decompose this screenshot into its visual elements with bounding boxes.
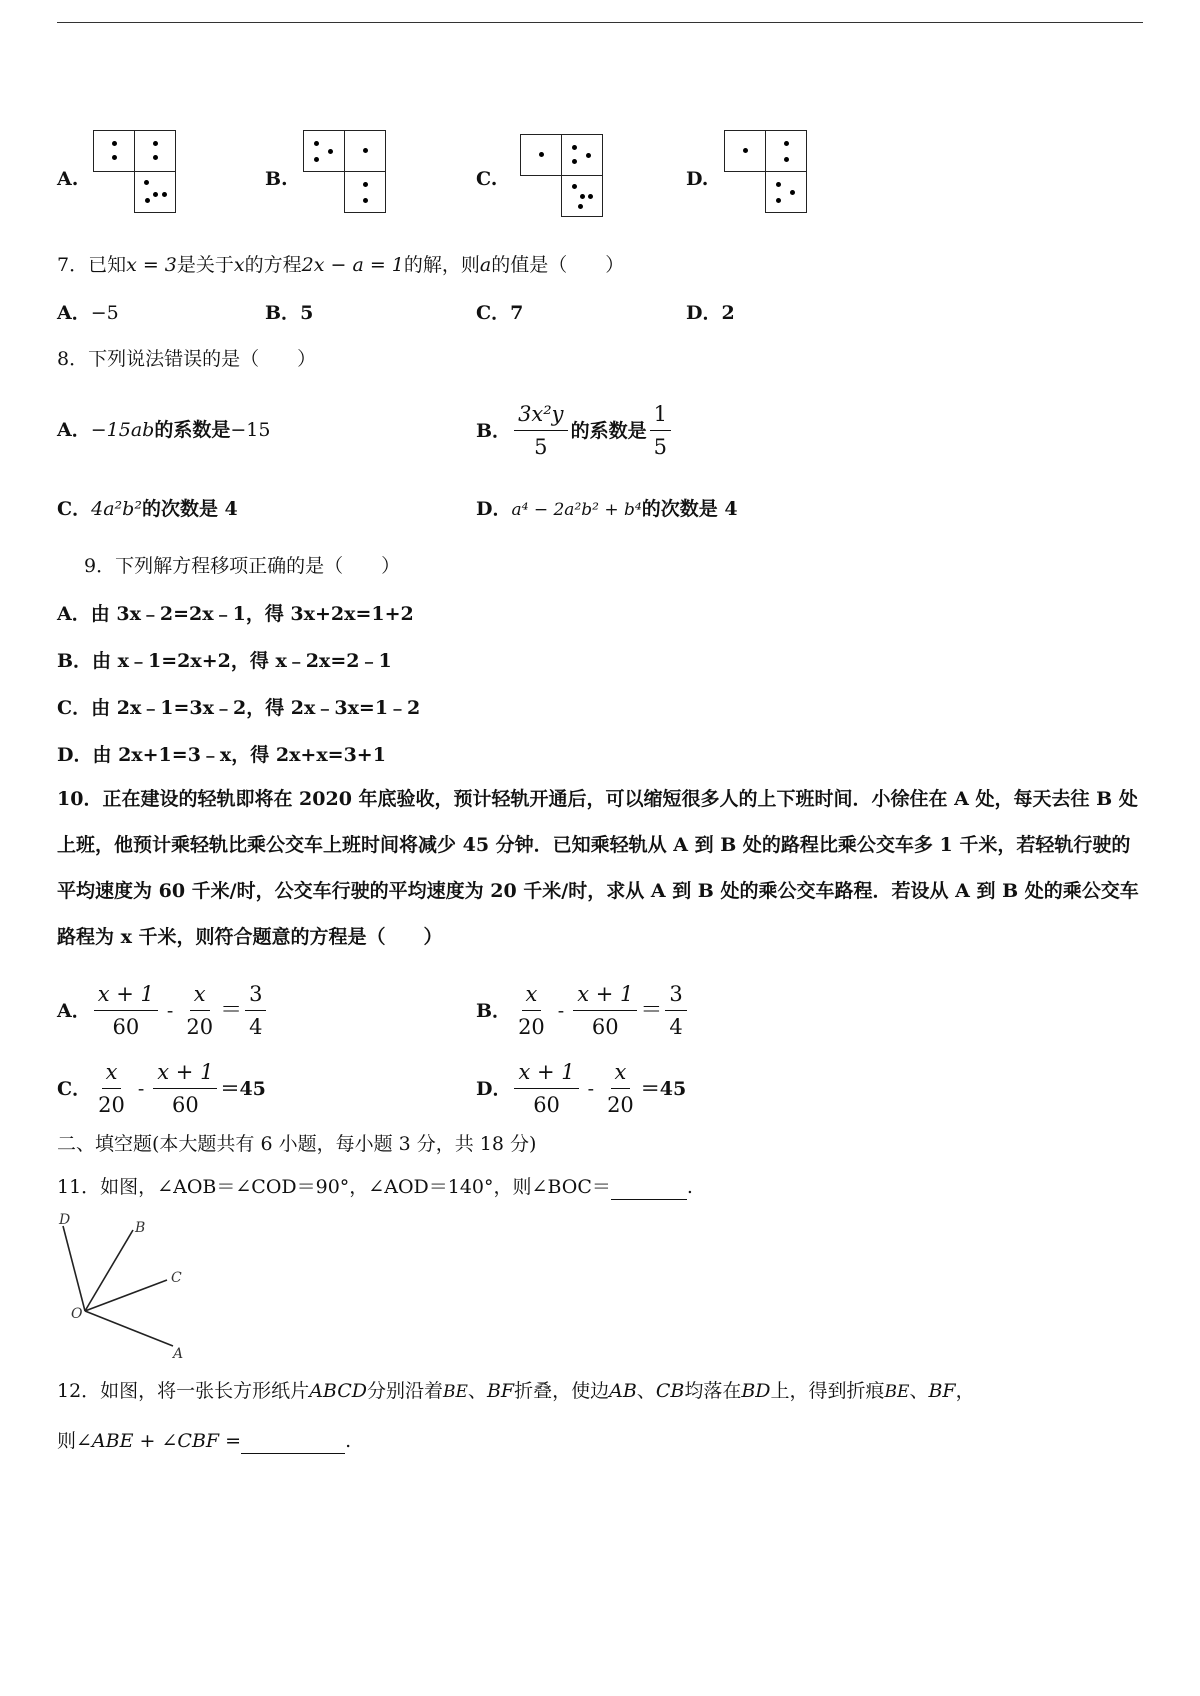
q10-option-b[interactable]: B． $\frac{x}{20}$ - $\frac{x + 1}{60}$ ＝ $\frac{3}{4}$ <box>476 980 690 1041</box>
q11-stem: 11．如图，∠AOB＝∠COD＝90°，∠AOD＝140°，则∠BOC＝ . <box>57 1173 693 1200</box>
q12-stem-line1: 12．如图，将一张长方形纸片ABCD分别沿着BE、BF折叠，使边AB、CB均落在BD上，得到折痕BE、BF， <box>57 1380 975 1402</box>
q6-option-c-label[interactable]: C. <box>476 168 498 190</box>
q12-answer-blank[interactable] <box>241 1427 345 1454</box>
q8-option-d[interactable]: D．a⁴ − 2a²b² + b⁴的次数是 4 <box>476 498 738 520</box>
section-2-title: 二、填空题(本大题共有 6 小题，每小题 3 分，共 18 分) <box>57 1133 537 1155</box>
q11-angle-figure <box>57 1212 197 1362</box>
q9-option-a[interactable]: A．由 3x﹣2=2x﹣1，得 3x+2x=1+2 <box>57 603 414 625</box>
q12-stem-line2: 则∠ABE + ∠CBF = . <box>57 1427 351 1454</box>
q9-option-d[interactable]: D．由 2x+1=3﹣x，得 2x+x=3+1 <box>57 744 386 766</box>
label-d: D <box>59 1212 71 1228</box>
ray-oc <box>85 1280 167 1311</box>
q8-stem: 8．下列说法错误的是（ ） <box>57 348 317 370</box>
q7-option-a[interactable]: A．−5 <box>57 302 119 324</box>
q6-option-b-label[interactable]: B. <box>265 168 288 190</box>
label-b: B <box>135 1220 146 1236</box>
q8-option-c[interactable]: C．4a²b²的次数是 4 <box>57 498 238 520</box>
ray-od <box>63 1226 85 1311</box>
q6-option-d-label[interactable]: D. <box>686 168 709 190</box>
q10-stem: 10．正在建设的轻轨即将在 2020 年底验收，预计轻轨开通后，可以缩短很多人的上下班时间．小徐住在 A 处，每天去往 B 处上班，他预计乘轻轨比乘公交车上班时间将减少 45 分钟．已知乘轻轨从 A 到 B 处的路程比乘公交车多 1 千米，若轻轨行驶的平均速度为 60 千米/时，公交车行驶的平均速度为 20 千米/时，求从 A 到 B 处的乘公交车路程．若设从 A 到 B 处的乘公交车路程为 x 千米，则符合题意的方程是（ ） <box>57 788 1139 948</box>
q9-option-c[interactable]: C．由 2x﹣1=3x﹣2，得 2x﹣3x=1﹣2 <box>57 697 421 719</box>
q8-option-b[interactable]: B． $\frac{\text{3x²y}}{5}$ 的系数是 $\frac{1}{5}$ <box>476 400 674 461</box>
q7-option-b[interactable]: B．5 <box>265 302 314 324</box>
q11-answer-blank[interactable] <box>611 1173 687 1200</box>
label-c: C <box>171 1270 182 1286</box>
q10-option-c[interactable]: C． $\frac{x}{20}$ - $\frac{x + 1}{60}$ ＝45 <box>57 1060 266 1117</box>
q7-option-c[interactable]: C．7 <box>476 302 524 324</box>
ray-oa <box>85 1311 173 1346</box>
q6-option-a-label[interactable]: A. <box>57 168 79 190</box>
q7-option-d[interactable]: D．2 <box>686 302 735 324</box>
q9-option-b[interactable]: B．由 x﹣1=2x+2，得 x﹣2x=2﹣1 <box>57 650 392 672</box>
q8-option-a[interactable]: A．−15ab的系数是−15 <box>57 419 271 441</box>
q10-option-d[interactable]: D． $\frac{x + 1}{60}$ - $\frac{x}{20}$ ＝45 <box>476 1060 687 1117</box>
top-rule <box>57 22 1143 23</box>
q10-option-a[interactable]: A． $\frac{x + 1}{60}$ - $\frac{x}{20}$ ＝ $\frac{3}{4}$ <box>57 980 269 1041</box>
label-o: O <box>71 1306 83 1322</box>
q7-stem: 7．已知x = 3是关于x的方程2x − a = 1的解，则a的值是（ ） <box>57 254 625 276</box>
label-a: A <box>173 1346 184 1362</box>
q9-stem: 9．下列解方程移项正确的是（ ） <box>84 555 401 577</box>
ray-ob <box>85 1230 133 1311</box>
